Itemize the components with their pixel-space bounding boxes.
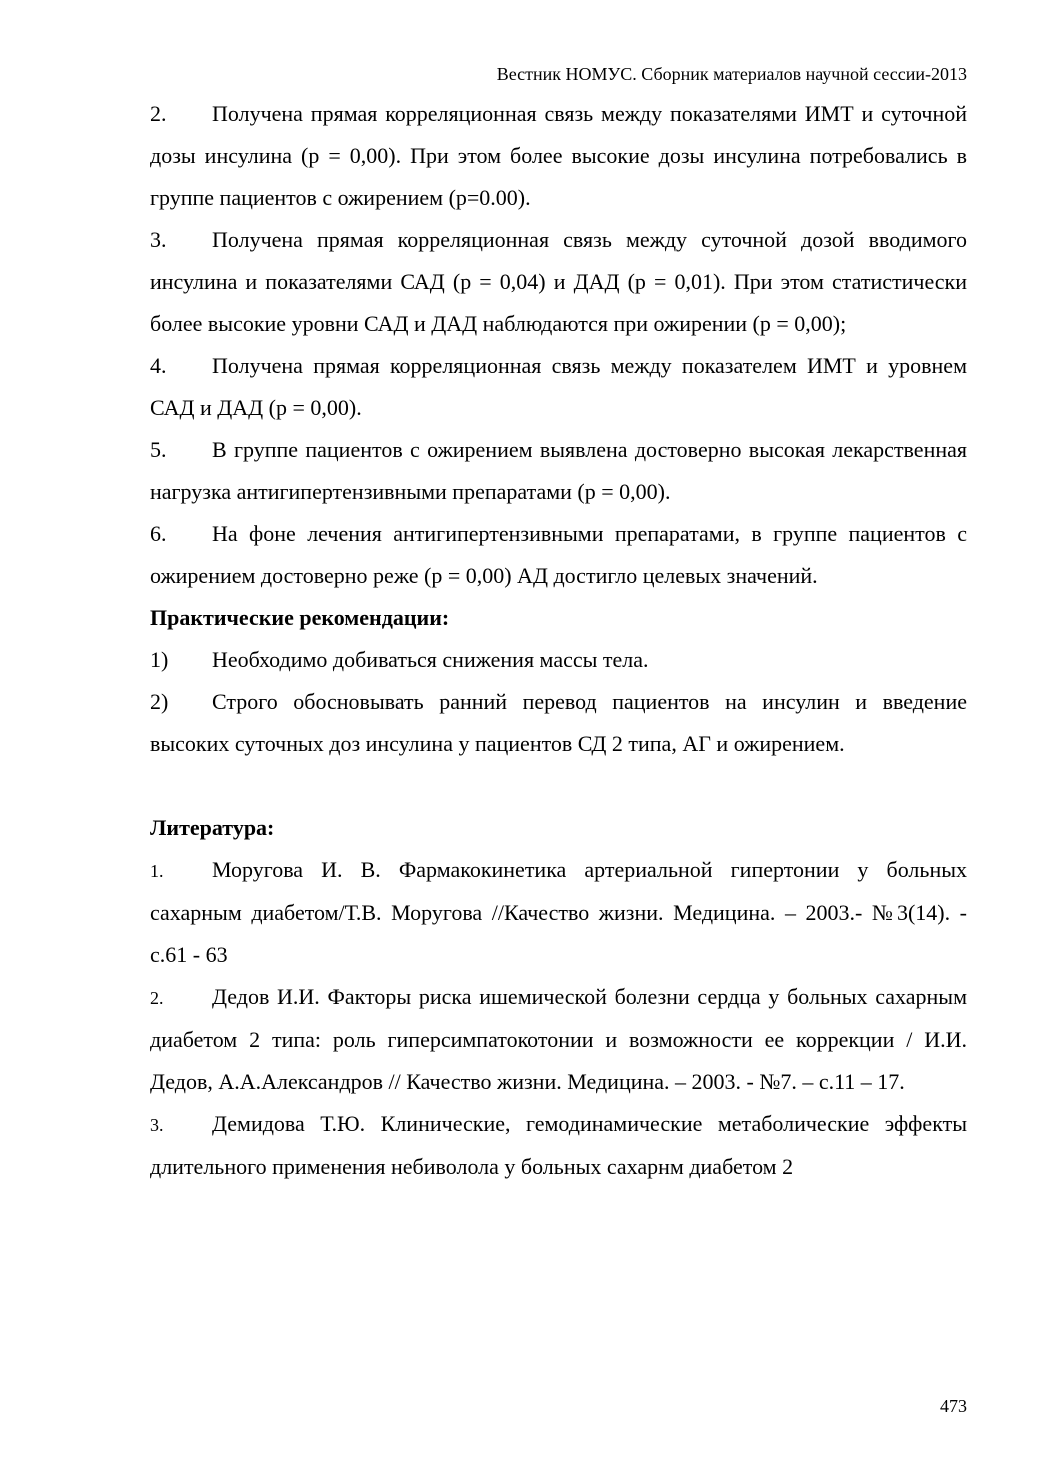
reference-item <box>150 1103 967 1188</box>
recommendation-item <box>150 681 967 765</box>
item-number: 2) <box>150 689 169 714</box>
item-text: Получена прямая корреляционная связь между суточной дозой вводимого инсулина и показателями САД (р = 0,04) и ДАД (р = 0,01). При этом статистически более высокие уровни САД и ДАД наблюдаются при ожирении (р = 0,00); <box>150 227 967 336</box>
page-body <box>150 93 967 1188</box>
item-number: 4. <box>150 353 167 378</box>
literature-heading: Литература: <box>150 815 275 840</box>
conclusion-item <box>150 429 967 513</box>
conclusion-item <box>150 513 967 597</box>
reference-number: 2. <box>150 988 164 1008</box>
item-number: 3. <box>150 227 167 252</box>
page-number: 473 <box>940 1396 967 1416</box>
reference-item <box>150 849 967 976</box>
item-number: 2. <box>150 101 167 126</box>
conclusion-item <box>150 219 967 345</box>
item-text: В группе пациентов с ожирением выявлена достоверно высокая лекарственная нагрузка антигипертензивными препаратами (р = 0,00). <box>150 437 967 504</box>
item-number: 5. <box>150 437 167 462</box>
recommendation-item <box>150 639 967 681</box>
reference-number: 1. <box>150 861 164 881</box>
item-text: Необходимо добиваться снижения массы тела. <box>212 647 649 672</box>
item-text: На фоне лечения антигипертензивными препаратами, в группе пациентов с ожирением достоверно реже (р = 0,00) АД достигло целевых значений. <box>150 521 967 588</box>
running-header: Вестник НОМУС. Сборник материалов научной сессии-2013 <box>496 64 967 84</box>
item-text: Строго обосновывать ранний перевод пациентов на инсулин и введение высоких суточных доз инсулина у пациентов СД 2 типа, АГ и ожирением. <box>150 689 967 756</box>
conclusion-item <box>150 345 967 429</box>
item-text: Получена прямая корреляционная связь между показателем ИМТ и уровнем САД и ДАД (р = 0,00). <box>150 353 967 420</box>
reference-text: Моругова И. В. Фармакокинетика артериальной гипертонии у больных сахарным диабетом/Т.В. Моругова //Качество жизни. Медицина. – 2003.- №3(14). - с.61 - 63 <box>150 857 967 967</box>
item-text: Получена прямая корреляционная связь между показателями ИМТ и суточной дозы инсулина (р = 0,00). При этом более высокие дозы инсулина потребовались в группе пациентов с ожирением (р=0.00). <box>150 101 967 210</box>
reference-text: Демидова Т.Ю. Клинические, гемодинамические метаболические эффекты длительного применения небиволола у больных сахарнм диабетом 2 <box>150 1111 967 1179</box>
reference-text: Дедов И.И. Факторы риска ишемической болезни сердца у больных сахарным диабетом 2 типа: роль гиперсимпатокотонии и возможности ее коррекции / И.И. Дедов, А.А.Александров // Качество жизни. Медицина. – 2003. - №7. – с.11 – 17. <box>150 984 967 1094</box>
recommendations-heading: Практические рекомендации: <box>150 605 450 630</box>
reference-item <box>150 976 967 1103</box>
section-spacer <box>150 765 967 807</box>
reference-number: 3. <box>150 1115 164 1135</box>
item-number: 6. <box>150 521 167 546</box>
item-number: 1) <box>150 647 169 672</box>
conclusion-item <box>150 93 967 219</box>
